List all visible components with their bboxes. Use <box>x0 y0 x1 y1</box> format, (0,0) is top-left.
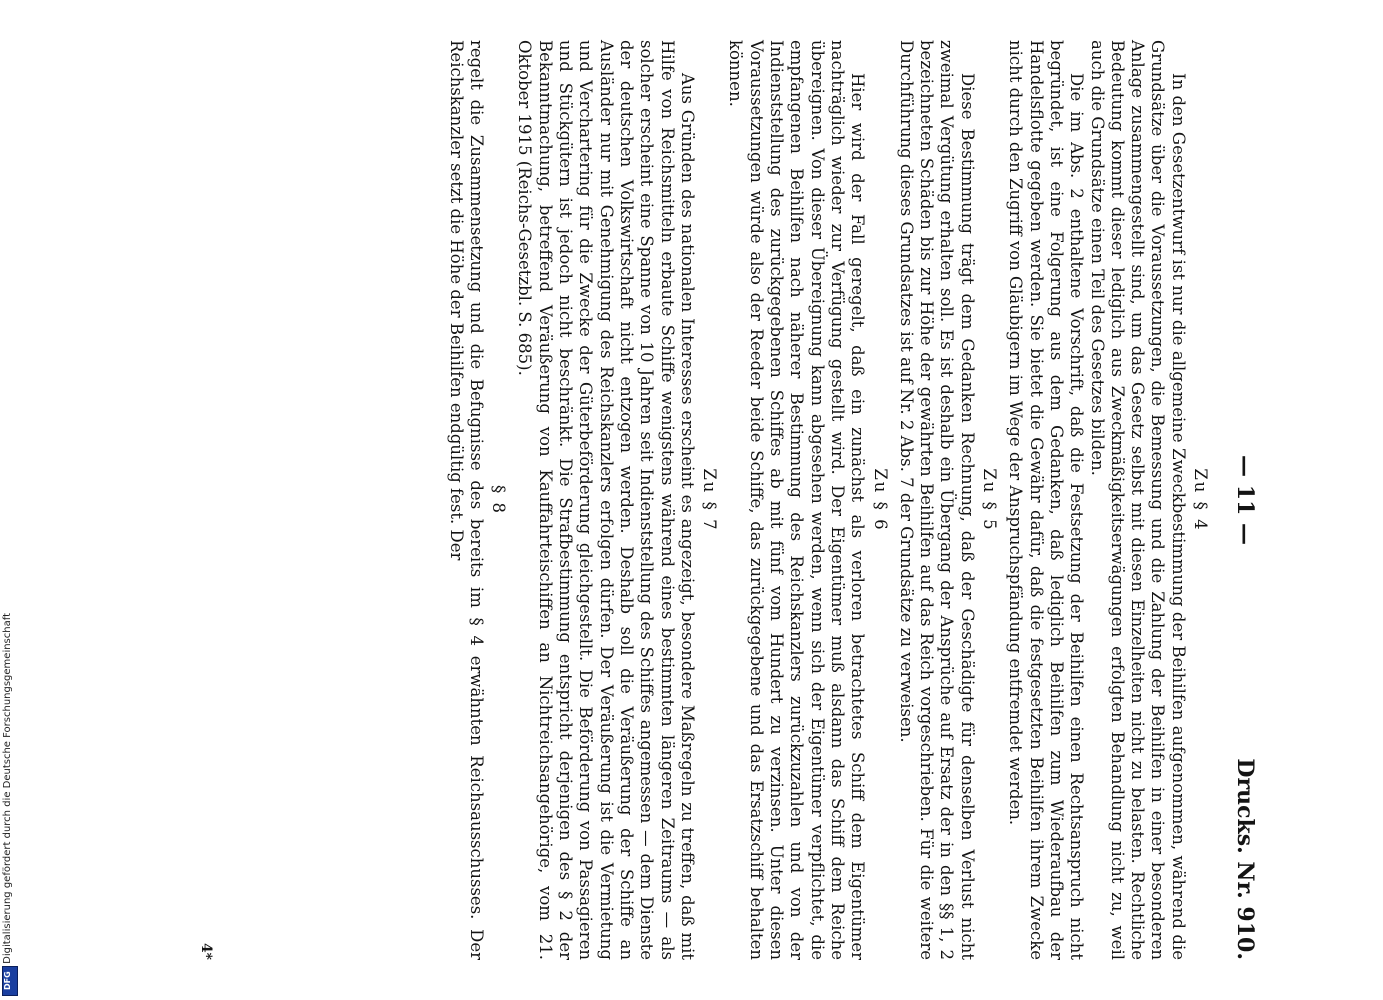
digitization-credit: Digitalisierung gefördert durch die Deutsche Forschungsgemeinschaft <box>2 613 13 964</box>
section-heading-7: Zu § 7 <box>700 468 720 532</box>
section-heading-4: Zu § 4 <box>1191 468 1210 532</box>
signature-mark: 4* <box>198 942 214 960</box>
paragraph: Hier wird der Fall geregelt, daß ein zunächst als verloren betrachtetes Schiff dem Eigentümer nachträglich wieder zur Verfügung gestellt wird. Der Eigentümer muß alsdann das Schiff dem Reiche übereignen. Von dieser Übereignung kann abgesehen werden, wenn sich der Eigentümer verpflichtet, die empfangenen Beihilfen nach näherer Bestimmung des Reichskanzlers zurückzuzahlen und von der Indienststellung des zurückgegebenen Schiffes ab mit fünf vom Hundert zu verzinsen. Unter diesen Voraussetzungen würde also der Reeder beide Schiffe, das zurückgegebene und das Ersatzschiff behalten können. <box>726 40 868 960</box>
section-heading-8: § 8 <box>489 485 509 515</box>
paragraph: Die im Abs. 2 enthaltene Vorschrift, daß die Festsetzung der Beihilfen einen Rechtsanspruch nicht begründet, ist eine Folgerung aus dem Gedanken, daß lediglich Beihilfen zum Wiederaufbau der Handelsflotte gegeben werden. Sie bietet die Gewähr dafür, daß die festgesetzten Beihilfen ihrem Zwecke nicht durch den Zugriff von Gläubigern im Wege der Anspruchspfändung entfremdet werden. <box>1006 40 1087 960</box>
paragraph: In den Gesetzentwurf ist nur die allgemeine Zweckbestimmung der Beihilfen aufgenommen, während die Grundsätze über die Voraussetzungen, die Bemessung und die Zahlung der Beihilfen in einer besonderen Anlage zusammengestellt sind, um das Gesetz selbst mit diesen Einzelheiten nicht zu belasten. Rechtliche Bedeutung kommt dieser lediglich aus Zweckmäßigkeitserwägungen erfolgten Behandlung nicht zu, weil auch die Grundsätze einen Teil des Gesetzes bilden. <box>1087 40 1188 960</box>
document-page <box>196 0 1276 1000</box>
section-heading-6: Zu § 6 <box>870 468 890 532</box>
digitization-credit-strip <box>0 0 22 1000</box>
document-body <box>206 40 1216 960</box>
page-number: — 11 — <box>1232 455 1258 545</box>
document-number: Drucks. Nr. 910. <box>1232 758 1258 960</box>
dfg-logo: DFG <box>2 966 18 996</box>
paragraph: Diese Bestimmung trägt dem Gedanken Rechnung, daß der Geschädigte für denselben Verlust nicht zweimal Vergütung erhalten soll. Es ist deshalb ein Übergang der Ansprüche auf Ersatz der in den §§ 1, 2 bezeichneten Schäden bis zur Höhe der gewährten Beihilfen auf das Reich vorgeschrieben. Für die weitere Durchführung dieses Grundsatzes ist auf Nr. 2 Abs. 7 der Grundsätze zu verweisen. <box>896 40 977 960</box>
paragraph: regelt die Zusammensetzung und die Befugnisse des bereits im § 4 erwähnten Reichsausschusses. Der Reichskanzler setzt die Höhe der Beihilfen endgültig fest. Der <box>446 40 486 960</box>
paragraph: Aus Gründen des nationalen Interesses erscheint es angezeigt, besondere Maßregeln zu treffen, daß mit Hilfe von Reichsmitteln erbaute Schiffe wenigstens während eines bestimmten längeren Zeitraums — als solcher erscheint eine Spanne von 10 Jahren seit Indienststellung des Schiffes angemessen — dem Dienste der deutschen Volkswirtschaft nicht entzogen werden. Deshalb soll die Veräußerung der Schiffe an Ausländer nur mit Genehmigung des Reichskanzlers erfolgen dürfen. Der Veräußerung ist die Vermietung und Verchartering für die Zwecke der Güterbeförderung gleichgestellt. Die Beförderung von Passagieren und Stückgütern ist jedoch nicht beschränkt. Die Strafbestimmung entspricht derjenigen des § 2 der Bekanntmachung, betreffend Veräußerung von Kauffahrteischiffen an Nichtreichsangehörige, vom 21. Oktober 1915 (Reichs-Gesetzbl. S. 685). <box>515 40 697 960</box>
page-header <box>1218 40 1258 960</box>
section-heading-5: Zu § 5 <box>980 468 1000 532</box>
